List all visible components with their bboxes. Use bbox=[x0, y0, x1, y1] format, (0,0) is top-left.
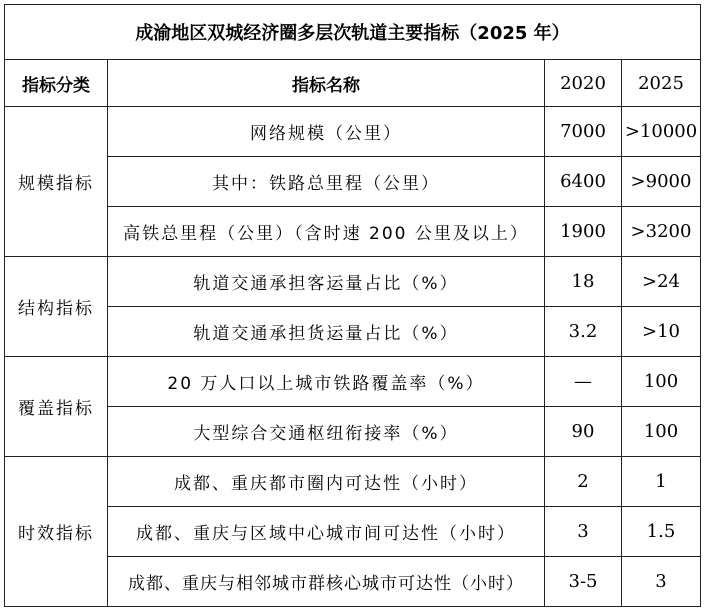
table-row bbox=[5, 107, 701, 157]
category-structure: 结构指标 bbox=[5, 257, 108, 357]
table-row bbox=[5, 407, 701, 457]
value-2025: >10000 bbox=[622, 107, 701, 157]
value-2020: 7000 bbox=[545, 107, 622, 157]
indicator-name: 20 万人口以上城市铁路覆盖率（%） bbox=[108, 357, 545, 407]
value-2020: 3-5 bbox=[545, 557, 622, 607]
indicator-name: 成都、重庆与区域中心城市间可达性（小时） bbox=[108, 507, 545, 557]
indicator-name: 网络规模（公里） bbox=[108, 107, 545, 157]
category-timeliness: 时效指标 bbox=[5, 457, 108, 607]
table-row bbox=[5, 507, 701, 557]
header-name: 指标名称 bbox=[108, 60, 545, 107]
table-row bbox=[5, 557, 701, 607]
category-scale: 规模指标 bbox=[5, 107, 108, 257]
value-2020: 18 bbox=[545, 257, 622, 307]
value-2025: 100 bbox=[622, 357, 701, 407]
indicator-table-container bbox=[4, 4, 700, 605]
value-2025: >3200 bbox=[622, 207, 701, 257]
value-2020: 1900 bbox=[545, 207, 622, 257]
category-coverage: 覆盖指标 bbox=[5, 357, 108, 457]
value-2025: >9000 bbox=[622, 157, 701, 207]
value-2020: — bbox=[545, 357, 622, 407]
table-row bbox=[5, 207, 701, 257]
value-2025: >24 bbox=[622, 257, 701, 307]
indicator-name: 其中：铁路总里程（公里） bbox=[108, 157, 545, 207]
header-2020: 2020 bbox=[545, 60, 622, 107]
indicator-name: 高铁总里程（公里）（含时速 200 公里及以上） bbox=[108, 207, 545, 257]
value-2025: 100 bbox=[622, 407, 701, 457]
value-2020: 3 bbox=[545, 507, 622, 557]
indicator-table bbox=[4, 4, 701, 607]
indicator-name: 成都、重庆都市圈内可达性（小时） bbox=[108, 457, 545, 507]
indicator-name: 轨道交通承担客运量占比（%） bbox=[108, 257, 545, 307]
table-row bbox=[5, 457, 701, 507]
value-2025: 1 bbox=[622, 457, 701, 507]
value-2025: >10 bbox=[622, 307, 701, 357]
table-row bbox=[5, 357, 701, 407]
table-row bbox=[5, 307, 701, 357]
header-row bbox=[5, 60, 701, 107]
indicator-name: 大型综合交通枢纽衔接率（%） bbox=[108, 407, 545, 457]
header-category: 指标分类 bbox=[5, 60, 108, 107]
table-title: 成渝地区双城经济圈多层次轨道主要指标（2025 年） bbox=[5, 5, 701, 60]
table-row bbox=[5, 257, 701, 307]
value-2020: 6400 bbox=[545, 157, 622, 207]
value-2020: 3.2 bbox=[545, 307, 622, 357]
title-row bbox=[5, 5, 701, 60]
indicator-name: 成都、重庆与相邻城市群核心城市可达性（小时） bbox=[108, 557, 545, 607]
indicator-name: 轨道交通承担货运量占比（%） bbox=[108, 307, 545, 357]
header-2025: 2025 bbox=[622, 60, 701, 107]
value-2020: 90 bbox=[545, 407, 622, 457]
table-row bbox=[5, 157, 701, 207]
value-2020: 2 bbox=[545, 457, 622, 507]
value-2025: 3 bbox=[622, 557, 701, 607]
value-2025: 1.5 bbox=[622, 507, 701, 557]
